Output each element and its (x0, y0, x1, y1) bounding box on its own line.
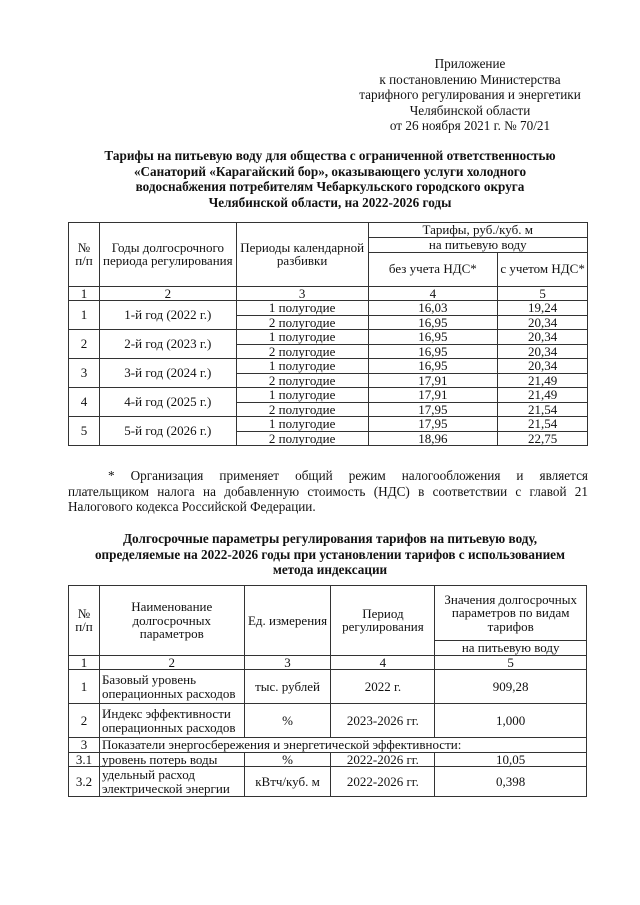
header-name: Наименование долгосрочных параметров (99, 586, 244, 656)
row-num: 3.1 (69, 752, 100, 767)
row-value: 10,05 (435, 752, 587, 767)
header-tariffs: Тарифы, руб./куб. м (368, 223, 587, 238)
row-year: 3-й год (2024 г.) (99, 359, 236, 388)
row-period: 2022-2026 гг. (331, 752, 435, 767)
tariff-no-vat: 18,96 (368, 431, 498, 446)
header-unit: Ед. измерения (244, 586, 331, 656)
tariff-with-vat: 22,75 (498, 431, 588, 446)
row-unit: тыс. рублей (244, 670, 331, 704)
row-period: 1 полугодие (236, 388, 368, 403)
row-period: 1 полугодие (236, 330, 368, 345)
table-row (69, 301, 588, 316)
table-row (69, 704, 587, 738)
tariff-no-vat: 17,91 (368, 388, 498, 403)
tariff-no-vat: 17,91 (368, 373, 498, 388)
row-period: 2 полугодие (236, 402, 368, 417)
row-section-name: Показатели энергосбережения и энергетической эффективности: (99, 738, 586, 753)
title-line: Долгосрочные параметры регулирования тарифов на питьевую воду, (122, 531, 538, 546)
row-period: 1 полугодие (236, 301, 368, 316)
column-numbers-row (69, 286, 588, 301)
row-period: 1 полугодие (236, 417, 368, 432)
annex-line: Челябинской области (409, 102, 531, 118)
row-num: 4 (69, 388, 100, 417)
table-row (69, 330, 588, 345)
header-values: Значения долгосрочных параметров по видам тарифов (435, 586, 587, 641)
tariff-table-title (60, 148, 600, 210)
row-unit: кВтч/куб. м (244, 767, 331, 797)
annex-line: Приложение (434, 56, 506, 71)
table-row (69, 752, 587, 767)
title-line: «Санаторий «Карагайский бор», оказывающего услуги холодного (133, 163, 527, 179)
header-with-vat: с учетом НДС* (498, 252, 588, 286)
row-year: 4-й год (2025 г.) (99, 388, 236, 417)
tariff-with-vat: 21,54 (498, 402, 588, 417)
row-name: удельный расход электрической энергии (99, 767, 244, 797)
row-unit: % (244, 752, 331, 767)
title-line: Челябинской области, на 2022-2026 годы (208, 194, 452, 210)
header-no-vat: без учета НДС* (368, 252, 498, 286)
tariff-with-vat: 20,34 (498, 330, 588, 345)
tariff-no-vat: 16,95 (368, 315, 498, 330)
annex-line: к постановлению Министерства (379, 71, 561, 87)
title-line: Тарифы на питьевую воду для общества с ограниченной ответственностью (104, 148, 556, 163)
header-num: № п/п (69, 586, 100, 656)
row-period: 2 полугодие (236, 373, 368, 388)
tariff-with-vat: 20,34 (498, 344, 588, 359)
footnote-rest: плательщиком налога на добавленную стоимость (НДС) в соответствии с главой 21 Налогового кодекса Российской Федерации. (68, 483, 588, 515)
row-num: 3.2 (69, 767, 100, 797)
row-unit: % (244, 704, 331, 738)
table-row (69, 738, 587, 753)
tariff-with-vat: 19,24 (498, 301, 588, 316)
tariff-no-vat: 16,95 (368, 344, 498, 359)
tariff-with-vat: 21,49 (498, 388, 588, 403)
row-year: 1-й год (2022 г.) (99, 301, 236, 330)
parameters-table (68, 585, 587, 797)
table-row (69, 670, 587, 704)
row-name: уровень потерь воды (99, 752, 244, 767)
row-value: 1,000 (435, 704, 587, 738)
row-period: 2 полугодие (236, 315, 368, 330)
row-value: 909,28 (435, 670, 587, 704)
col-number: 3 (244, 655, 331, 670)
tariff-with-vat: 21,49 (498, 373, 588, 388)
row-period: 2023-2026 гг. (331, 704, 435, 738)
col-number: 2 (99, 286, 236, 301)
title-line: определяемые на 2022-2026 годы при установлении тарифов с использованием (94, 546, 566, 562)
annex-line: тарифного регулирования и энергетики (359, 87, 581, 103)
row-year: 5-й год (2026 г.) (99, 417, 236, 446)
row-name: Индекс эффективности операционных расходов (99, 704, 244, 738)
col-number: 2 (99, 655, 244, 670)
tariff-with-vat: 20,34 (498, 315, 588, 330)
annex-header (340, 56, 600, 134)
title-line: метода индексации (272, 562, 388, 578)
row-num: 1 (69, 670, 100, 704)
tariff-with-vat: 21,54 (498, 417, 588, 432)
col-number: 4 (368, 286, 498, 301)
tariff-no-vat: 17,95 (368, 402, 498, 417)
col-number: 1 (69, 286, 100, 301)
row-num: 3 (69, 738, 100, 753)
col-number: 5 (498, 286, 588, 301)
tariff-no-vat: 16,03 (368, 301, 498, 316)
table-row (69, 388, 588, 403)
row-period: 2022 г. (331, 670, 435, 704)
header-years: Годы долгосрочного периода регулирования (99, 223, 236, 287)
col-number: 4 (331, 655, 435, 670)
col-number: 1 (69, 655, 100, 670)
row-name: Базовый уровень операционных расходов (99, 670, 244, 704)
row-num: 3 (69, 359, 100, 388)
row-period: 1 полугодие (236, 359, 368, 374)
row-num: 2 (69, 704, 100, 738)
row-year: 2-й год (2023 г.) (99, 330, 236, 359)
col-number: 3 (236, 286, 368, 301)
row-period: 2 полугодие (236, 431, 368, 446)
row-period: 2 полугодие (236, 344, 368, 359)
table-row (69, 767, 587, 797)
footnote-first-line: * Организация применяет общий режим налогообложения и является (108, 468, 588, 483)
tariff-table (68, 222, 588, 446)
tariff-no-vat: 16,95 (368, 330, 498, 345)
header-water: на питьевую воду (368, 238, 587, 253)
row-period: 2022-2026 гг. (331, 767, 435, 797)
row-num: 1 (69, 301, 100, 330)
vat-footnote (68, 468, 588, 515)
table-row (69, 359, 588, 374)
col-number: 5 (435, 655, 587, 670)
row-num: 5 (69, 417, 100, 446)
annex-line: от 26 ноября 2021 г. № 70/21 (389, 118, 551, 134)
row-value: 0,398 (435, 767, 587, 797)
header-periods: Периоды календарной разбивки (236, 223, 368, 287)
row-num: 2 (69, 330, 100, 359)
header-period: Период регулирования (331, 586, 435, 656)
header-water: на питьевую воду (435, 641, 587, 656)
header-num: № п/п (69, 223, 100, 287)
tariff-no-vat: 17,95 (368, 417, 498, 432)
table-row (69, 417, 588, 432)
column-numbers-row (69, 655, 587, 670)
title-line: водоснабжения потребителям Чебаркульского городского округа (135, 179, 525, 195)
tariff-no-vat: 16,95 (368, 359, 498, 374)
tariff-with-vat: 20,34 (498, 359, 588, 374)
parameters-table-title (60, 531, 600, 578)
